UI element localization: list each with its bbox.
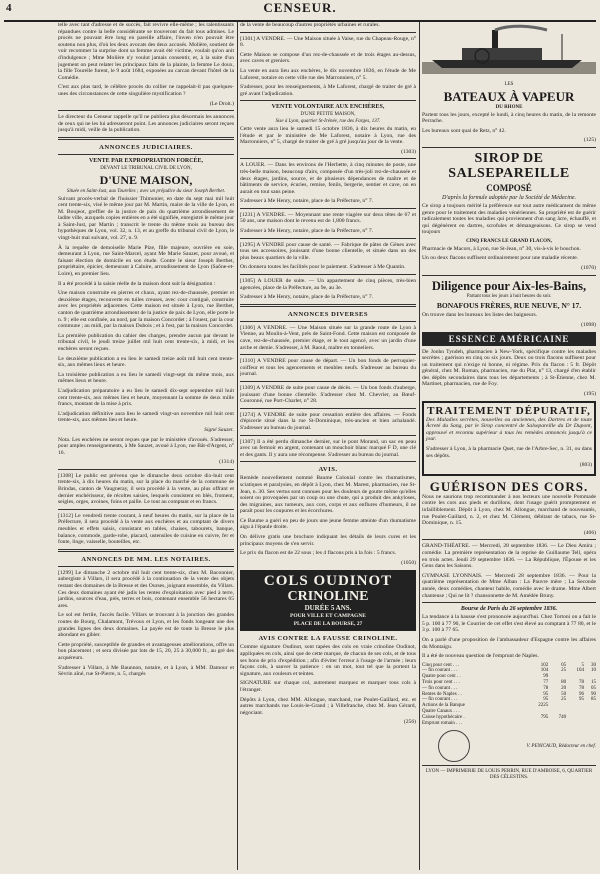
- divider: [58, 137, 234, 140]
- notice-signature: Signé Sauzet.: [204, 426, 234, 433]
- ad-text: [1308] Le public est prévenu que le dimanche deux octobre dix-huit cent trente-six, à dix heures du matin, sur la place du marché de la commune de Brindas, canton de Vaugneray, il sera procédé à la vente, au plus offrant et dernier enchérisseur, de récoltes saisies, lesquels consistent en blés, froment, seigles, orges, avoines, foins et paille. Le tout au comptant et en francs.: [58, 472, 234, 506]
- editor-signature: V. PENICAUD, Rédacteur en chef.: [526, 743, 596, 749]
- bourse-security: — fin courant . . .: [422, 668, 458, 674]
- ad-text: [1299] Le dimanche 2 octobre mil huit cent trente-six, chez M. Baconnier, aubergiste à Villars, il sera procédé à la continuation de la vente des objets restant des domaines de la Bresse et des Ourses, joignant ensemble, du Villars. Ces deux domaines ayant été jadis les rentes d'exploitation avec pied à terre, jardins, sources d'eau, prés, terres et bois, contenant ensemble 56 hectares 65 ares.: [58, 569, 234, 609]
- sirop-tagline: D'après la formule adoptée par la Société de Médecine.: [441, 194, 577, 201]
- bourse-quote: [548, 721, 566, 727]
- column-left: [58, 22, 234, 870]
- advert-address: PLACE DE LA BOURSE, 27: [293, 621, 363, 628]
- ad-text: A LOUER. — Dans les environs de l'Herbette, à cinq minutes de poste, une très-belle maison, beaucoup d'airs, composée d'un très-joli rez-de-chaussée et deux étages, jardins, source, et de plusieurs dépendances de maître et de bâtiments de service, écuries, remise, fenils, bergerie, sentier et cave, on en aurait en tout sans peine.: [240, 162, 416, 195]
- editorial-notice: Le directeur du Censeur rappelle qu'il ne publiera plus désormais les annonces de ceux qui ne les lui adresseront point. Les annonces judiciaires seront reçues jusqu'à midi, veille de la publication.: [58, 114, 234, 134]
- diligence-company: BONAFOUS FRÈRES, RUE NEUVE, N° 17.: [436, 301, 582, 311]
- bourse-quote: 78: [579, 680, 585, 686]
- bourse-security: Rentes de Naples . .: [422, 691, 462, 697]
- bourse-quote: 05: [561, 662, 567, 668]
- bourse-quote: 15: [591, 680, 596, 686]
- bourse-security: Trois pour cent . . .: [422, 680, 460, 686]
- bourse-quote: 95: [543, 691, 549, 697]
- divider: [422, 275, 596, 276]
- notice-ref: (195): [583, 391, 596, 398]
- ad-text: [1274] A VENDRE de suite pour cessation entière des affaires. — Fonds d'épicerie situé dans la rue St-Dominique, très-ancien et bien achalandé. S'adresser au bureau du journal.: [240, 411, 416, 431]
- divider: [240, 274, 416, 275]
- bourse-quote: [524, 721, 548, 727]
- divider: [58, 110, 234, 111]
- ad-text: SIGNATURE sur chaque col, autrement marquez et marquer tous cols à l'étranger.: [240, 680, 416, 693]
- sirop-headline: SIROP DE SALSEPAREILLE: [448, 150, 570, 181]
- divider: [240, 32, 416, 33]
- notice-nota: Nota. Les enchères ne seront reçues que par le ministère d'avoués. S'adresser, pour amples renseignements, à Me Sauzet, avoué à Lyon, rue Bât-d'Argent, n° 16.: [58, 436, 234, 456]
- bourse-quote: 80: [561, 680, 567, 686]
- divider: [240, 354, 416, 355]
- cols-oudinot-advert: [240, 570, 416, 631]
- divider: [58, 469, 234, 470]
- bourse-text: La tendance à la hausse s'est prononcée aujourd'hui. Chez Tortoni on a fait le 5 p. 100 à 77 90, le Courrier de cet effet s'est élevé au comptant à 77 80, et le 3 p. 100 à 77 65.: [422, 614, 596, 634]
- divider: [240, 238, 416, 239]
- guerison-headline: GUÉRISON DES CORS.: [429, 478, 589, 494]
- notice-ref: (125): [583, 137, 596, 144]
- bourse-quote: 78: [543, 685, 549, 691]
- notice-title: VENTE VOLONTAIRE AUX ENCHÈRES,: [271, 104, 385, 111]
- notice-ref: (256): [403, 719, 416, 726]
- ad-text: On trouve dans les bureaux les listes des baigneurs.: [422, 312, 538, 319]
- divider: [58, 566, 234, 567]
- bourse-security: — fin courant . . .: [422, 697, 458, 703]
- ad-text: S'adresser à Me Henry, notaire, place de la Préfecture, n° 7.: [240, 198, 374, 205]
- bourse-quote: 96: [579, 691, 585, 697]
- ad-text: S'adresser à Lyon, à la pharmacie Quet, rue de l'Arbre-Sec, n. 31, ou dans ses dépôts.: [426, 446, 592, 459]
- notice-text: Une maison construite en pierres et chaux, ayant rez-de-chaussée, premier et deuxième étages, recouverte en tuiles creuses, avec cour contiguë, construite avec les propriétés adjacentes. Cette maison est située à Lyon, rue Berthet, canton de quatrième arrondissement de la justice de paix de Lyon, elle porte le n. 9 ; elle est confinée, au nord, par la maison Concordet ; à l'ouest, par la cour commune ; au midi, par la maison Dubois ; et à l'est, par la maison Concordet.: [58, 290, 234, 330]
- ad-text: Cette Maison se compose d'un rez-de-chaussée et de trois étages au-dessus, avec caves et greniers.: [240, 51, 416, 65]
- notice-ref: (1070): [581, 264, 596, 271]
- notice-text: La troisième publication a eu lieu le samedi vingt-sept du même mois, aux mêmes lieux et heure.: [58, 371, 234, 385]
- section-heading: ANNONCES DE MM. LES NOTAIRES.: [81, 555, 211, 563]
- ad-text: Cette propriété, susceptible de grandes et avantageuses améliorations, offre un bon placement ; et sera divisée par lots de 15, 20, 25 à 30,000 fr., au gré des acquéreurs.: [58, 641, 234, 661]
- bourse-quote: 05: [591, 685, 596, 691]
- bourse-text: On a parlé d'une proposition de l'ambassadeur d'Espagne contre les affaires du Montaigu.: [422, 636, 596, 650]
- notice-ref: (1303): [401, 148, 416, 155]
- official-stamp: [438, 730, 470, 762]
- newspaper-title: CENSEUR.: [263, 0, 337, 15]
- bourse-quote: 95: [543, 697, 549, 703]
- section-heading: ANNONCES DIVERSES: [287, 310, 369, 318]
- ad-text: Partent tous les jours, excepté le lundi, à cinq heures du matin, de la remonte Perrache.: [422, 111, 596, 125]
- ad-text: Comme signature Oudinot, sont tapées des cols en vraie crinoline Oudinot, appliquées en cols, ainsi que de cette marque, de chacun de ses cols, et de tous ses bons de prix d'expédition ; afin d'éviter l'erreur à l'usage de l'armée ; leurs façons cols, à sauver la patience : en un mot, tout tel que la portent la signature, aux couleurs et teintes.: [240, 644, 416, 677]
- bourse-row: [422, 721, 596, 727]
- ad-text: Ce sirop a toujours mérité la préférence sur tout autre médicament du même genre pour le traitement des maladies vénériennes. Sa propriété est de guérir radicalement toutes les maladies qui proviennent d'un sang âcre, échauffé, et qui dégénèrent en dartres, scrofules et démangeaisons. Ce sirop se vend toujours: [422, 202, 596, 236]
- bourse-quote: 104: [540, 668, 549, 674]
- divider: [58, 154, 234, 155]
- bourse-quote: 795: [540, 714, 549, 720]
- ad-text: S'adresser, pour les renseignements, à Me Laforest, chargé de traiter de gré à gré avant l'adjudication.: [240, 84, 416, 97]
- divider: [422, 539, 596, 540]
- bourse-quote: 95: [579, 697, 585, 703]
- bourse-security: Caisse hypothécaire .: [422, 714, 465, 720]
- notice-text: À la requête de demoiselle Marie Pize, fille majeure, ouvrière en soie, demeurant à Lyon, rue Saint-Marcel, ayant Me Marie Sauzet, pour avoué, et faisant élection de domicile en son étude. Contre le sieur Joseph Berthet, propriétaire, épicier, demeurant à Caluire, arrondissement de Lyon (Saône-et-Loire), en premier lieu.: [58, 244, 234, 278]
- bourse-security: Emprunt romain . . .: [422, 720, 463, 726]
- ad-text: [1312] Le vendredi trente courant, à neuf heures du matin, sur la place de la Préfecture, il sera procédé à la vente aux enchères et au comptant de divers meubles et effets saisis, consistant en tables, chaises, tabourets, banque, balance, commode, garde-robe, placard, ustensiles de cuisine en cuivre, fer et fonte, linge, vaisselle, bouteilles, etc.: [58, 512, 234, 546]
- ad-text: Un ou deux flacons suffisent ordinairement pour une maladie récente.: [422, 255, 579, 262]
- ad-text: Le sol est fertile, l'accès facile. Villars se trouvant à la jonction des grandes routes de Bourg, Chalamont, Trévoux et Lyon, et les fonds longeant une des grandes lignes des deux domaines. La payée est de toute la Bresse le plus abondant en gibier.: [58, 612, 234, 639]
- signature-block: [422, 730, 596, 762]
- ad-text: [1301] A VENDRE. — Une Maison située à Vaise, rue du Chapeau-Rouge, n° 8.: [240, 35, 416, 49]
- ad-text: Pharmacie de Macors, à Lyon, rue St-Jean, n° 30, vis-à-vis le bouchon.: [422, 245, 581, 252]
- notice-text: Le deuxième publication a eu lieu le samedi treize août mil huit cent trente-six, aux mêmes lieux et heure.: [58, 355, 234, 369]
- notice-ref: (803): [579, 462, 592, 469]
- ad-text: S'adresser à Me Henry, notaire, place de la Préfecture, n° 7.: [240, 228, 374, 235]
- ad-text: Remède nouvellement nommé Baume Colonial contre les rhumatismes, sciatiques et paralysies, en dépôt à Lyon, chez M. Marest, pharmacien, rue St-Jean, n. 30. Ses vertus sont connues pour les douleurs de goutte même qu'elles soient ou provoquées par un coup ou une chute, qui a produit des ankyloses, des migraines, aux tumeurs, aux cors, corps et aux enflures d'humeurs, il ne paraît pour les coupures et les écorchures.: [240, 475, 416, 515]
- ad-text: [1307] Il a été perdu dimanche dernier, sur le pont Morand, un sac en peau avec un fermoir en argent, contenant un mouchoir blanc marqué F D, une clé et des gants. Il y aura une récompense. S'adresser au bureau du journal.: [240, 438, 416, 458]
- bourse-security: Actions de la Banque: [422, 703, 465, 709]
- divider: [240, 461, 416, 462]
- ad-text: S'adresser à Villars, à Me Baunnon, notaire, et à Lyon, à MM. Damour et Sèvrin aîné, rue St-Pierre, n. 5, chargés: [58, 664, 234, 678]
- ad-text: [1310] A VENDRE pour cause de départ. — Un bon fonds de perruquier-coiffeur et tous les agencements et meubles neufs. S'adresser au bureau du journal.: [240, 358, 416, 378]
- divider: [422, 765, 596, 766]
- bourse-security: Quatre pour cent . .: [422, 674, 461, 680]
- bourse-table: [422, 663, 596, 727]
- notice-ref: (1098): [581, 321, 596, 328]
- bourse-quote: 102: [540, 662, 549, 668]
- bourse-quote: 25: [561, 668, 567, 674]
- bourse-quote: 20: [561, 685, 567, 691]
- ad-text: Des Maladies secrètes, nouvelles ou anciennes, des Dartres et de toute Âcreté du Sang, par le Sirop concentré de Salsepareille du Dr Dupont, approuvé et reconnu supérieur à tous les remèdes annoncés jusqu'à ce jour.: [426, 416, 592, 443]
- bourse-quote: 90: [591, 691, 596, 697]
- bourse-quote: 2225: [538, 703, 549, 709]
- divider: [58, 549, 234, 552]
- notice-text: La première publication du cahier des charges, prendre aucun par devant le tribunal civil, le jeudi treize juillet mil huit cent trente-six, à midi, et les enchères seront reçues.: [58, 332, 234, 352]
- notice-location: Située en Saint-Just, aux Tourelles ; avec un préjudice du sieur Joseph Berthet.: [66, 188, 226, 194]
- ad-text: De Jonhn Tyndeh, pharmacien à New-York, spécifique contre les maladies secrètes ; guérison en cinq ou six jours. Deux ou trois flacons suffisent pour un traitement qui n'exige ni bonne, ni régime. Prix du flacon : 5 fr. Dépôt général, chez M. Roman, pharmacien, rue du Plat, n° 13, chargé d'en établir des dépôts secondaires dans tous les départements ; à St-Étienne, chez M. Martinet, pharmacien, rue de Foy.: [422, 348, 596, 388]
- page-number: 4: [6, 2, 12, 14]
- bourse-text: Il a été de nouveau question de l'emprunt de Naples.: [422, 653, 539, 660]
- advert-headline: COLS OUDINOT: [263, 573, 393, 590]
- ad-text: [1231] A VENDRE. — Moyennant une rente viagère sur deux têtes de 67 et 50 ans, une maison dont le revenu est de 1,800 francs.: [240, 211, 416, 225]
- divider: [240, 321, 416, 322]
- ad-text: [1306] A VENDRE. — Une Maison située sur la grande route de Lyon à Vienne, au Moulin-à-Vent, près de Saint-Fond. Cette maison est composée de cave, rez-de-chaussée, premier étage, et le tout agencé, avec un jardin d'une arche et demie. S'adresser, à M. Raoul, maître en tonneliers.: [240, 324, 416, 351]
- article-source: (Le Droit.): [209, 100, 234, 107]
- divider: [240, 381, 416, 382]
- ad-text: [1295] A VENDRE pour cause de santé. — Fabrique de pâtes de Gênes avec tous ses accessoires, jouissant d'une bonne clientelle, et située dans un des plus beaux quartiers de la ville.: [240, 241, 416, 261]
- divider: [240, 435, 416, 436]
- section-heading: AVIS CONTRE LA FAUSSE CRINOLINE.: [258, 635, 398, 643]
- ad-label: LES: [504, 82, 514, 87]
- bourse-quote: 77: [543, 680, 549, 686]
- ad-text: On délivre gratis une brochure indiquant les détails de leurs cures et les principaux moyens de s'en servir.: [240, 534, 416, 547]
- article-text: telle avec tant d'adresse et de succès, fait revivre elle-même ; les ralentissants répandues contre la belle considérante se trouveront du fait tous admises. Le procès ne pouvant être long en pareille affaire, l'inven n'en pouvait être soutenu non plus, d'où les deux avocats des deux accusés. Molière, soutient de voir recommer la surprise dont sa femme avait été victime, voulait qu'on anit d'indulgence ; Mme Molière n'y voulut jamais consentir, et, à la suite d'un jugement on peut relater les principaux faits de la plainte, la femme Le doux, la fille Tourelle furent, le 9 août 1684, exposées au carcan devant l'hôtel de la Comédie.: [58, 22, 234, 81]
- notice-subtitle: DEVANT LE TRIBUNAL CIVIL DE LYON,: [100, 165, 192, 171]
- notice-ref: (1050): [401, 559, 416, 566]
- notice-text: Suivant procès-verbal de l'huissier Thimonier, en date du sept mai mil huit cent trente-six, visé le même jour par M. Martin, maire de la ville de Lyon, et M. Boujeot, greffier de la justice de paix du quatrième arrondissement de ladite ville, auxquels copies entières en a été signifiée, enregistré le même jour à Saint-Just, par Martin ; transcrit le trente du même mois au bureau des hypothèques de Lyon, vol. 32, n. 13, et au greffe du tribunal civil de Lyon, le vingt-huit mai suivant, vol. 27, n. 9.: [58, 195, 234, 242]
- advert-duration: DURÉE 5 ANS.: [304, 604, 352, 613]
- notice-text: Il a été procédé à la saisie réelle de la maison dont suit la désignation :: [58, 280, 216, 287]
- notice-ref: (406): [583, 529, 596, 536]
- bourse-quote: 104: [576, 668, 585, 674]
- column-middle: [240, 22, 416, 870]
- bourse-quote: 50: [561, 691, 567, 697]
- ad-text: On donnera toutes les facilités pour le paiement. S'adresser à Me Quantin.: [240, 264, 406, 271]
- divider: [422, 602, 596, 603]
- column-right: [422, 22, 596, 870]
- section-heading: ANNONCES JUDICIAIRES.: [99, 143, 193, 151]
- steamboat-illustration: [422, 24, 596, 74]
- bourse-quote: 25: [561, 697, 567, 703]
- bourse-security: — fin courant . . .: [422, 685, 458, 691]
- ad-text: de la vente de beaucoup d'autres propriétés urbaines et rurales.: [240, 22, 380, 28]
- divider: [58, 509, 234, 510]
- advert-tagline: POUR VILLE ET CAMPAGNE: [290, 613, 366, 620]
- ad-text: Ce Baume a guéri en peu de jours une jeune femme atteinte d'un rhumatisme aigu à l'épaule droite.: [240, 517, 416, 531]
- ad-text: Nous ne saurions trop recommander à nos lecteurs une nouvelle Pommade contre les cors aux pieds et durillons, dont l'usage guérit promptement et infailliblement. Dépôt à Lyon, chez M. Allongue, marchand de nouveautés, rue Poulet-Gaillard, n. 2, et chez M. Clément, débitant de tabacs, rue St-Dominique, n. 15.: [422, 493, 596, 527]
- bourse-quote: 5: [581, 662, 585, 668]
- bourse-quote: 10: [591, 668, 596, 674]
- bourse-quote: 85: [591, 697, 596, 703]
- bourse-quote: 740: [558, 714, 567, 720]
- divider: [240, 304, 416, 307]
- ad-text: S'adresser à Me Henry, notaire, place de la Préfecture, n° 7.: [240, 294, 374, 301]
- ad-text: Le prix du flacon est de 22 sous ; les 4 flacons pris à la fois : 5 francs.: [240, 550, 397, 557]
- bourse-security: Cinq pour cent . . .: [422, 662, 460, 668]
- article-text: C'est aux plus tard, le célèbre procès du collier ne rappelait-il pas quelques-unes des circonstances de cette singulière mystification ?: [58, 84, 234, 97]
- notice-ref: (1314): [219, 459, 234, 466]
- divider: [422, 147, 596, 148]
- divider: [240, 408, 416, 409]
- notice-headline: D'UNE MAISON,: [99, 172, 193, 187]
- diligence-subheadline: Partant tous les jours à huit heures du soir.: [466, 293, 552, 299]
- ad-text: Dépôts à Lyon, chez MM. Allongue, marchand, rue Poulet-Gaillard, etc. et autres marchands rue Louis-le-Grand ; à Villefranche, chez M. Jean Gérard, négociant.: [240, 696, 416, 716]
- sirop-subheadline: COMPOSÉ: [486, 182, 532, 193]
- bourse-quote: [566, 721, 584, 727]
- notice-location: Sise à Lyon, quartier St-Irénée, rue des Farges, 137.: [275, 119, 381, 125]
- bateaux-subheadline: DU RHONE: [495, 104, 523, 110]
- theatre-listing: GYMNASE LYONNAIS. — Mercredi 28 septembre 1836. — Pour la quatrième représentation de Mme Alban : La Pauvre mère ; La Seconde année, deux comédies, chanteur habile, comédie avec le drame. Mme Albert chanteuse ; Qui ne lit ? chansonnette de M. Amédée Bruny.: [422, 572, 596, 599]
- divider: [240, 208, 416, 209]
- bourse-quote: [584, 721, 596, 727]
- section-heading: AVIS.: [318, 466, 338, 474]
- divider: [240, 100, 416, 101]
- essence-headline: ESSENCE AMÉRICAINE: [422, 332, 596, 346]
- notice-text: Cette vente aura lieu le samedi 15 octobre 1836, à dix heures du matin, en l'étude et par le ministère de Me Laforest, notaire à Lyon, rue des Marronniers, n° 5, chargé de traiter de gré à gré jusqu'au jour de la vente.: [240, 125, 416, 146]
- ad-text: Les bureaux sont quai de Retz, n° 42.: [422, 127, 506, 134]
- bateaux-headline: BATEAUX À VAPEUR: [443, 88, 575, 104]
- ad-text: La vente en aura lieu aux enchères, le dix novembre 1836, en l'étude de Me Laforest, notaire en cette ville rue des Marronniers, n° 5.: [240, 67, 416, 81]
- notice-text: L'adjudication définitive aura lieu le samedi vingt-un novembre mil huit cent trente-six, aux mêmes lieu et heure.: [58, 410, 234, 424]
- column-divider: [419, 22, 420, 870]
- notice-title: VENTE PAR EXPROPRIATION FORCÉE,: [88, 157, 204, 164]
- diligence-headline: Diligence pour Aix-les-Bains,: [431, 278, 587, 293]
- notice-subtitle: D'UNE PETITE MAISON,: [300, 112, 356, 118]
- bourse-quote: 99: [543, 674, 549, 680]
- traitement-headline: TRAITEMENT DÉPURATIF,: [427, 404, 591, 417]
- theatre-listing: GRAND-THÉATRE. — Mercredi, 28 septembre 1836. — Le Dieu Amira ; comédie. La première représentation de la reprise de Guillaume Tell, opéra en trois actes. Jeudi 29 septembre 1836. — La République, l'Épouse et les Gens dans les Saisons.: [422, 543, 596, 570]
- imprint: LYON — IMPRIMERIE DE LOUIS PERRIN, RUE D'AMBOISE, 6, QUARTIER DES CÉLESTINS.: [425, 769, 593, 781]
- bourse-quote: 78: [579, 685, 585, 691]
- ad-text: [1309] A VENDRE de suite pour cause de décès. — Un bon fonds d'auberge, jouissant d'une bonne clientelle. S'adresser chez M. Chevrier, au Bœuf-Couronné, rue Port-Charlet, n° 28.: [240, 384, 416, 405]
- divider: [240, 158, 416, 159]
- sirop-price: CINQ FRANCS LE GRAND FLACON,: [466, 238, 552, 244]
- bourse-quote: 30: [591, 662, 596, 668]
- ad-text: [1305] A LOUER de suite. — Un appartement de cinq pièces, très-bien agencées, place de la Préfecture, au 9e, au 3e.: [240, 278, 416, 291]
- traitement-advert: [422, 401, 596, 476]
- notice-text: L'adjudication préparatoire a eu lieu le samedi dix-sept septembre mil huit cent trente-six, aux mêmes lieu et heure, moyennant la somme de deux mille francs, montant de la mise à prix.: [58, 387, 234, 408]
- bourse-title: Bourse de Paris du 26 septembre 1836.: [460, 606, 558, 613]
- page-header: [0, 0, 600, 20]
- column-divider: [237, 22, 238, 870]
- bourse-security: Quatre Canaux . . .: [422, 709, 460, 715]
- advert-subheadline: CRINOLINE: [287, 589, 369, 605]
